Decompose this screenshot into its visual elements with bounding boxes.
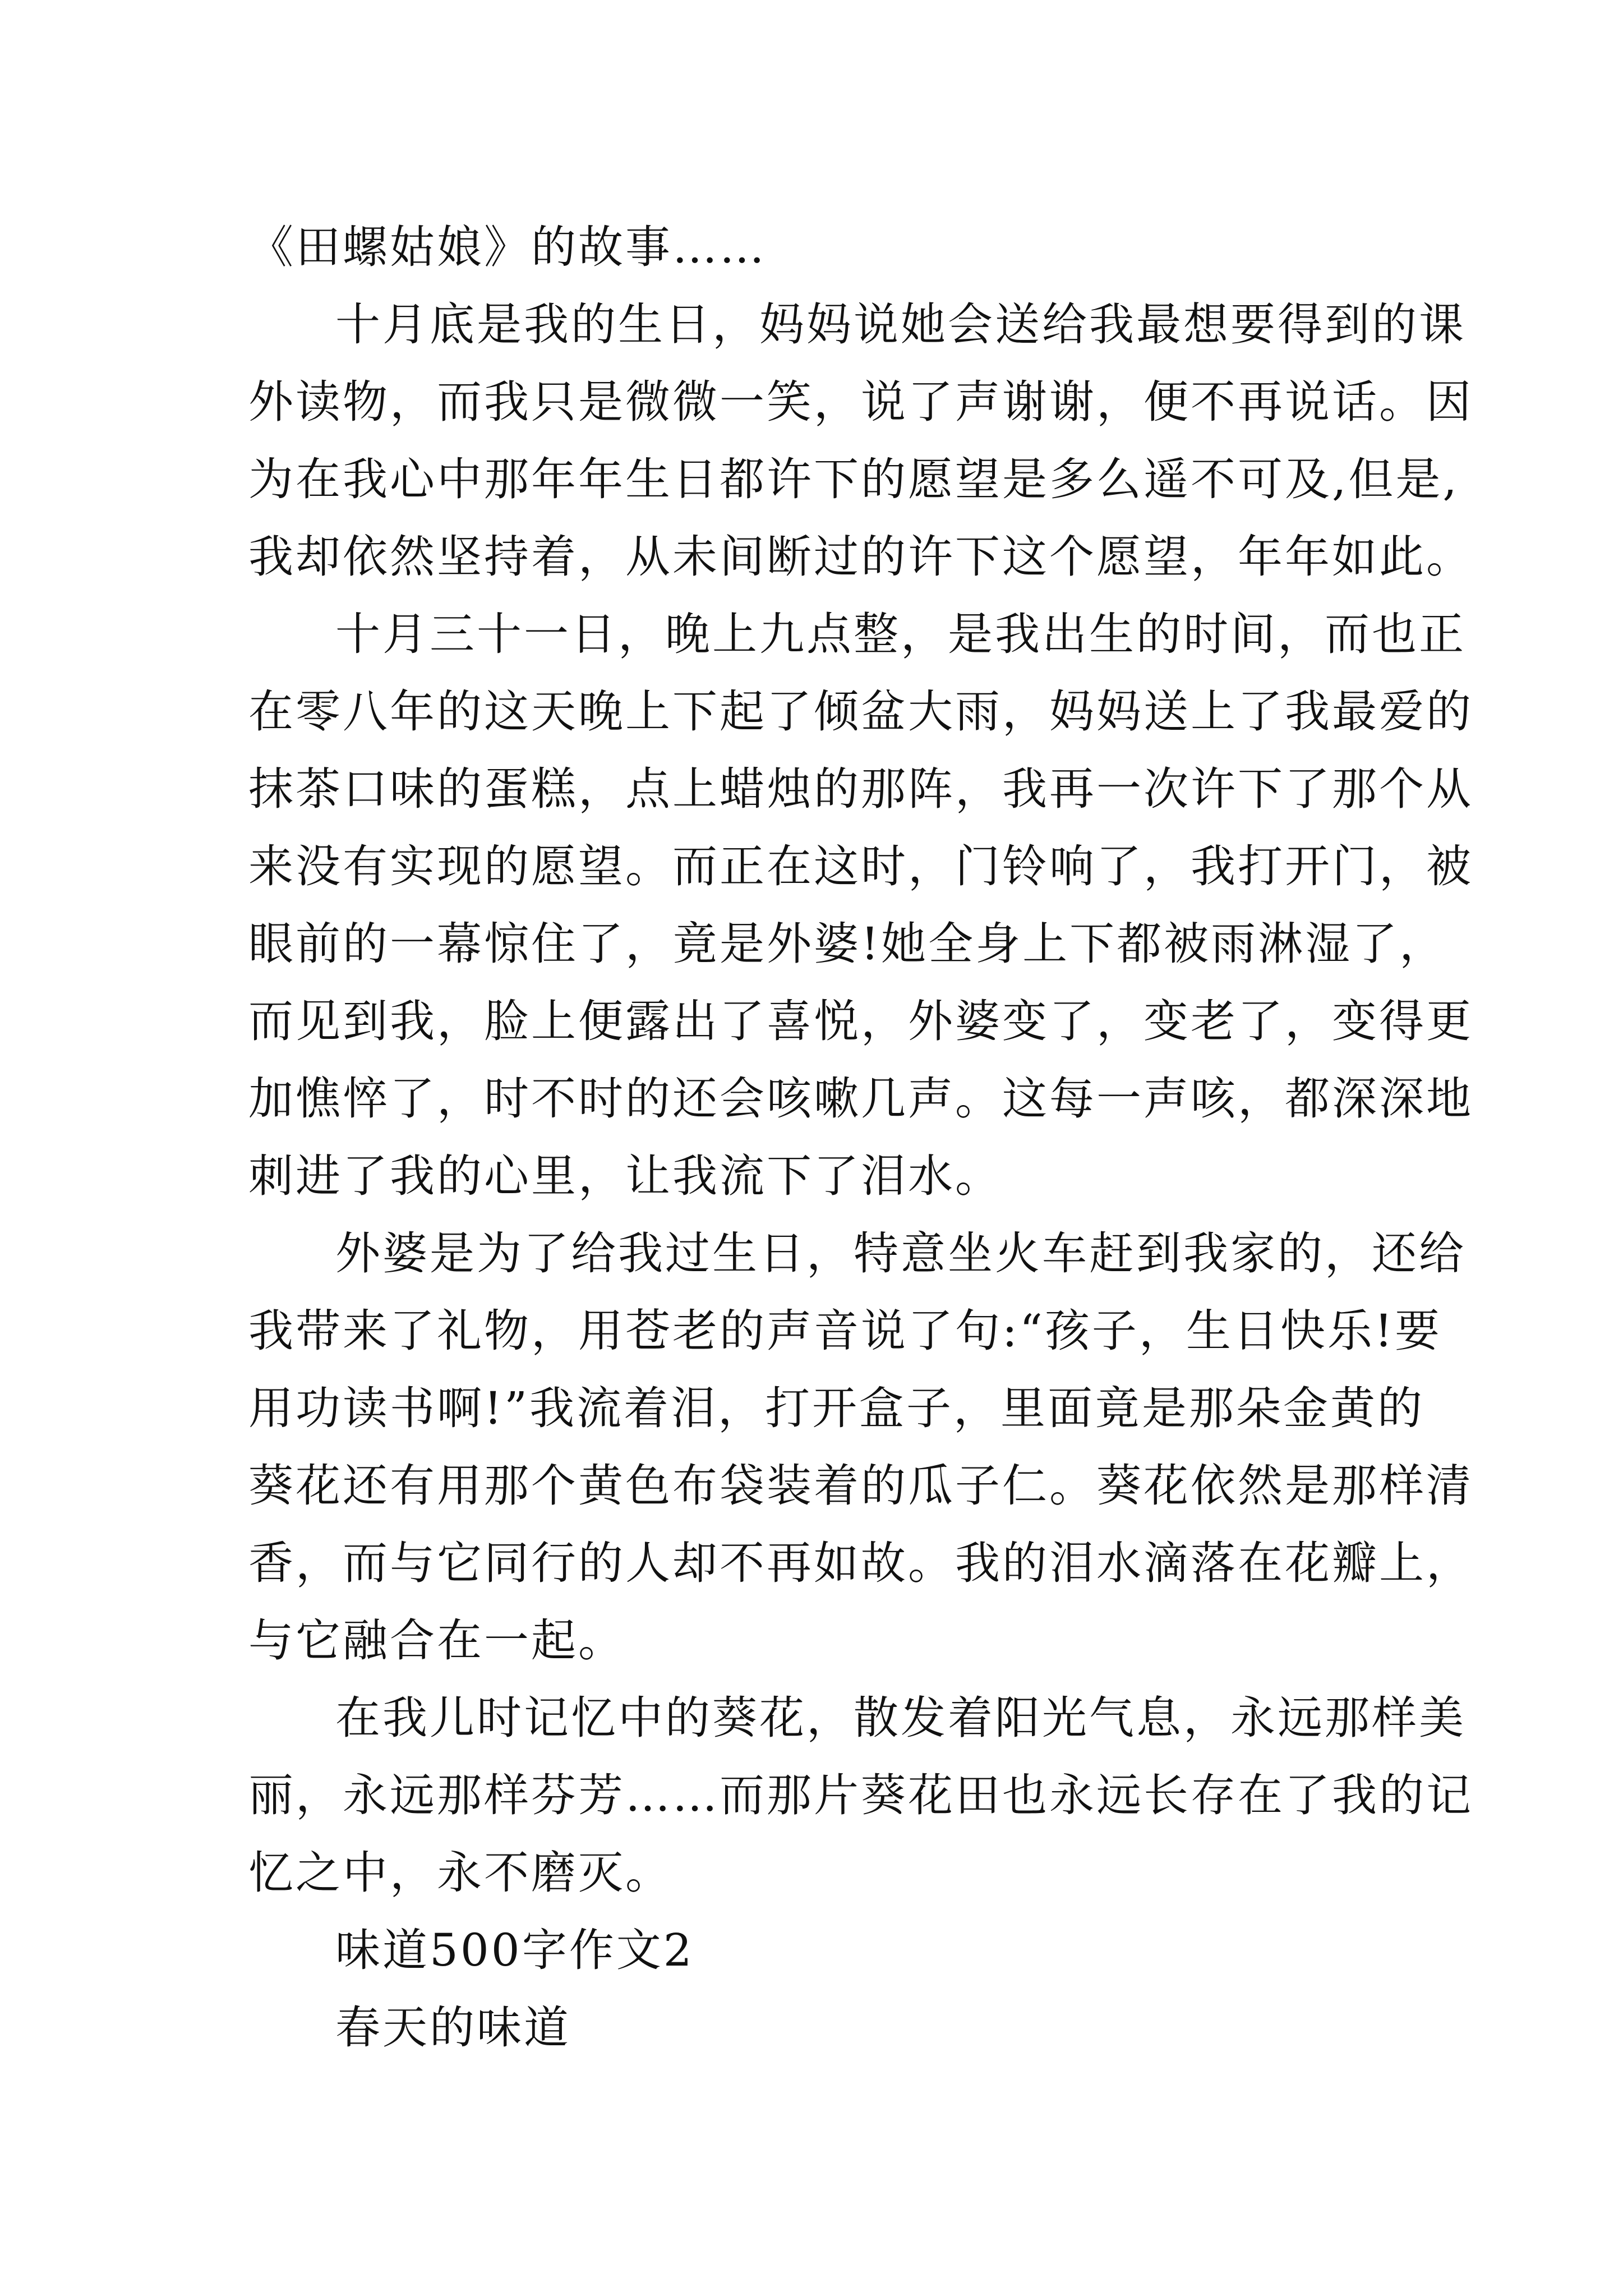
text-line: 抹茶口味的蛋糕，点上蜡烛的那阵，我再一次许下了那个从 [248,763,1473,815]
text-line: 刺进了我的心里，让我流下了泪水。 [248,1150,1002,1202]
text-line: 我却依然坚持着，从未间断过的许下这个愿望，年年如此。 [248,531,1473,583]
text-line: 外读物，而我只是微微一笑，说了声谢谢，便不再说话。因 [248,376,1473,428]
text-line: 丽，永远那样芬芳……而那片葵花田也永远长存在了我的记 [248,1769,1473,1821]
paragraph-start-line: 十月底是我的生日，妈妈说她会送给我最想要得到的课 [335,298,1466,351]
text-line: 葵花还有用那个黄色布袋装着的瓜子仁。葵花依然是那样清 [248,1460,1473,1512]
document-body [248,209,1473,2067]
text-line: 加憔悴了，时不时的还会咳嗽几声。这每一声咳，都深深地 [248,1073,1473,1125]
text-line: 忆之中，永不磨灭。 [248,1847,672,1899]
text-line: 香，而与它同行的人却不再如故。我的泪水滴落在花瓣上， [248,1537,1473,1589]
paragraph-start-line: 外婆是为了给我过生日，特意坐火车赶到我家的，还给 [335,1227,1466,1280]
paragraph-start-line: 在我儿时记忆中的葵花，散发着阳光气息，永远那样美 [335,1692,1466,1744]
text-line: 与它融合在一起。 [248,1614,625,1667]
text-line: 而见到我，脸上便露出了喜悦，外婆变了，变老了，变得更 [248,995,1473,1047]
text-line: 来没有实现的愿望。而正在这时，门铃响了，我打开门，被 [248,840,1473,892]
text-line: 眼前的一幕惊住了，竟是外婆!她全身上下都被雨淋湿了， [248,918,1447,970]
text-line: 为在我心中那年年生日都许下的愿望是多么遥不可及,但是, [248,453,1459,505]
text-line: 在零八年的这天晚上下起了倾盆大雨，妈妈送上了我最爱的 [248,685,1473,738]
text-line: 用功读书啊!”我流着泪，打开盒子，里面竟是那朵金黄的 [248,1382,1425,1434]
paragraph-start-line: 十月三十一日，晚上九点整，是我出生的时间，而也正 [335,608,1466,660]
essay-heading: 味道500字作文2 [335,1924,694,1976]
text-line: 《田螺姑娘》的故事…… [248,221,767,273]
essay-subtitle: 春天的味道 [335,2001,571,2054]
text-line: 我带来了礼物，用苍老的声音说了句:“孩子，生日快乐!要 [248,1305,1442,1357]
